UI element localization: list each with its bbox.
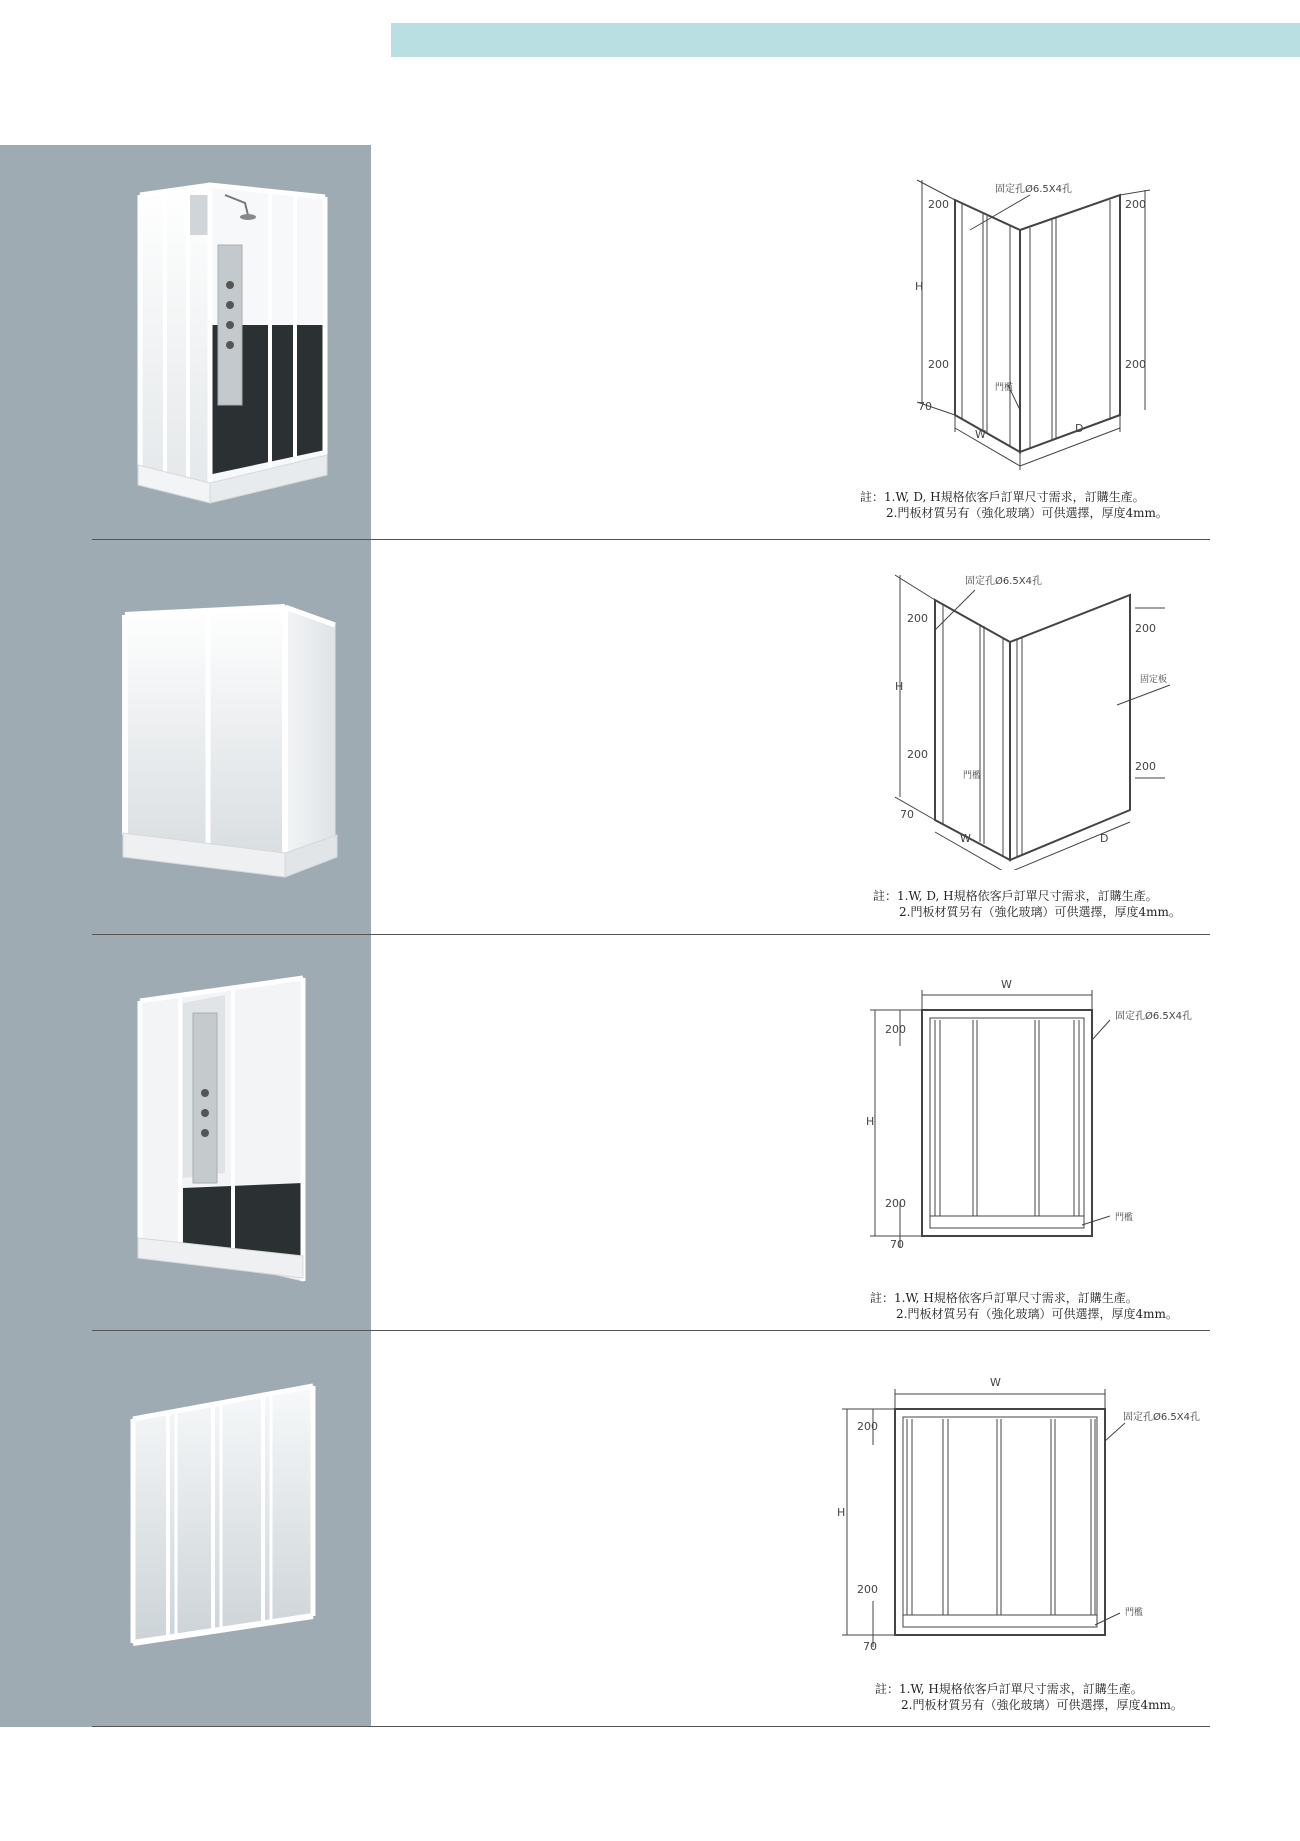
note-line-1: 註：1.W, D, H規格依客戶訂單尺寸需求，訂購生產。: [873, 889, 1158, 903]
sliding-door-tech-drawing: [835, 1361, 1215, 1651]
corner-shower-enclosure-photo: [130, 175, 330, 505]
spec-note: [875, 1681, 1183, 1713]
note-line-1: 註：1.W, D, H規格依客戶訂單尺寸需求，訂購生產。: [860, 490, 1145, 504]
corner-enclosure-tech-drawing: [910, 170, 1210, 470]
in-line-door-tech-drawing: [860, 970, 1200, 1250]
dim-200-bottom-right: 200: [1135, 760, 1156, 773]
dim-200-top-left: 200: [907, 612, 928, 625]
dim-H: H: [866, 1115, 875, 1128]
dim-200-top: 200: [857, 1420, 878, 1433]
spec-note: [870, 1290, 1178, 1322]
dim-H: H: [915, 280, 924, 293]
dim-H: H: [837, 1506, 846, 1519]
note-line-1: 註：1.W, H規格依客戶訂單尺寸需求，訂購生產。: [870, 1291, 1138, 1305]
fixing-hole-label: 固定孔Ø6.5X4孔: [1123, 1412, 1200, 1423]
fixing-hole-label: 固定孔Ø6.5X4孔: [1115, 1011, 1192, 1022]
dim-70: 70: [900, 808, 914, 821]
product-section-2: [0, 540, 1300, 936]
threshold-label: 門檻: [1115, 1213, 1134, 1223]
in-line-shower-door-photo: [135, 973, 310, 1283]
note-line-1: 註：1.W, H規格依客戶訂單尺寸需求，訂購生產。: [875, 1682, 1143, 1696]
fixed-panel-corner-tech-drawing: [895, 570, 1195, 870]
note-line-2: 2.門板材質另有（強化玻璃）可供選擇，厚度4mm。: [899, 905, 1181, 919]
dim-W: W: [1001, 978, 1012, 991]
dim-200-top-right: 200: [1135, 622, 1156, 635]
four-panel-sliding-door-photo: [128, 1381, 318, 1646]
dim-70: 70: [918, 400, 932, 413]
dim-W: W: [975, 428, 986, 441]
product-section-4: [0, 1331, 1300, 1727]
section-divider: [92, 1726, 1210, 1727]
dim-200-bottom-right: 200: [1125, 358, 1146, 371]
fixing-hole-label: 固定孔Ø6.5X4孔: [995, 184, 1072, 195]
dim-D: D: [1100, 832, 1109, 845]
dim-200-bottom: 200: [857, 1583, 878, 1596]
dim-200-top-right: 200: [1125, 198, 1146, 211]
note-line-2: 2.門板材質另有（強化玻璃）可供選擇，厚度4mm。: [896, 1307, 1178, 1321]
dim-200-top: 200: [885, 1023, 906, 1036]
spec-note: [873, 888, 1181, 920]
dim-W: W: [990, 1376, 1001, 1389]
dim-70: 70: [890, 1238, 904, 1250]
dim-200-bottom: 200: [885, 1197, 906, 1210]
spec-note: [860, 489, 1168, 521]
dim-200-top-left: 200: [928, 198, 949, 211]
dim-200-bottom-left: 200: [907, 748, 928, 761]
fixed-panel-label: 固定板: [1140, 675, 1168, 685]
product-section-3: [0, 935, 1300, 1331]
dim-200-bottom-left: 200: [928, 358, 949, 371]
dim-70: 70: [863, 1640, 877, 1651]
threshold-label: 門檻: [963, 771, 982, 781]
note-line-2: 2.門板材質另有（強化玻璃）可供選擇，厚度4mm。: [901, 1698, 1183, 1712]
fixing-hole-label: 固定孔Ø6.5X4孔: [965, 576, 1042, 587]
threshold-label: 門檻: [1125, 1608, 1144, 1618]
fixed-panel-shower-enclosure-photo: [120, 595, 340, 885]
threshold-label: 門檻: [995, 383, 1014, 393]
dim-W: W: [960, 832, 971, 845]
header-band: [391, 23, 1300, 57]
dim-H: H: [895, 680, 904, 693]
note-line-2: 2.門板材質另有（強化玻璃）可供選擇，厚度4mm。: [886, 506, 1168, 520]
dim-D: D: [1075, 422, 1084, 435]
product-section-1: [0, 145, 1300, 541]
